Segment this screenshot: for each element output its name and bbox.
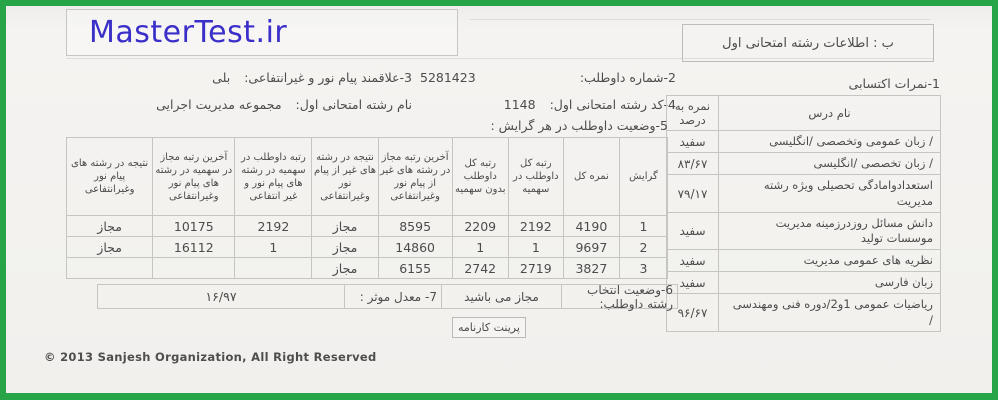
- status-col-rank-no-quota: رتبه کل داوطلب بدون سهمیه: [452, 138, 508, 216]
- status-cell: مجاز: [312, 216, 378, 237]
- acquired-scores-section: [666, 76, 940, 332]
- payam-noor-label: 3-علاقمند پیام نور و غیرانتفاعی:: [244, 70, 412, 85]
- score-row: [667, 294, 941, 331]
- status-cell: 1: [235, 237, 312, 258]
- status-col-total-score: نمره کل: [563, 138, 619, 216]
- status-cell: 16112: [153, 237, 235, 258]
- course-name: / زبان عمومی وتخصصی /انگلیسی: [719, 131, 941, 153]
- status-cell: 8595: [378, 216, 452, 237]
- status-col-rank-quota: رتبه کل داوطلب در سهمیه: [508, 138, 563, 216]
- status-col-result-non-pn: نتیجه در رشته های غیر از پیام نور وغیرانتفاعی: [312, 138, 378, 216]
- status-cell: 2192: [235, 216, 312, 237]
- candidate-number-value: 5281423: [420, 70, 476, 85]
- status-cell: 2209: [452, 216, 508, 237]
- status-cell: 14860: [378, 237, 452, 258]
- status-row: [67, 216, 668, 237]
- acquired-scores-title: 1-نمرات اکتسابی: [848, 76, 940, 91]
- course-percent: سفید: [667, 212, 719, 249]
- orientation-status-title: 5-وضعیت داوطلب در هر گرایش :: [490, 118, 668, 133]
- scores-header-row: [667, 96, 941, 131]
- status-cell: مجاز: [67, 216, 153, 237]
- scores-col-course: نام درس: [719, 96, 941, 131]
- status-cell: 2742: [452, 258, 508, 279]
- field-name-line: [100, 91, 412, 118]
- status-row: [67, 237, 668, 258]
- status-cell: 1: [619, 216, 667, 237]
- score-row: [667, 212, 941, 249]
- status-cell: 1: [452, 237, 508, 258]
- status-cell: 4190: [563, 216, 619, 237]
- course-percent: ۹۶/۶۷: [667, 294, 719, 331]
- course-percent: ۷۹/۱۷: [667, 175, 719, 212]
- course-name: نظریه های عمومی مدیریت: [719, 250, 941, 272]
- course-name: / زبان تخصصی /انگلیسی: [719, 153, 941, 175]
- copyright-text: © 2013 Sanjesh Organization, All Right Reserved: [44, 350, 377, 364]
- status-cell: مجاز: [312, 237, 378, 258]
- score-row: [667, 153, 941, 175]
- status-header-row: [67, 138, 668, 216]
- candidate-number-label: 2-شماره داوطلب:: [579, 70, 676, 85]
- section-b-title-box: [682, 24, 934, 62]
- acquired-scores-table: [666, 95, 941, 332]
- orientation-status-section: [66, 118, 668, 279]
- score-row: [667, 131, 941, 153]
- course-percent: ۸۳/۶۷: [667, 153, 719, 175]
- payam-noor-value: بلی: [212, 70, 231, 85]
- status-cell: 3: [619, 258, 667, 279]
- course-percent: سفید: [667, 250, 719, 272]
- status-cell: 2192: [508, 216, 563, 237]
- print-report-button[interactable]: پرینت کارنامه: [452, 317, 526, 338]
- selection-status-label: 6-وضعیت انتخاب رشته داوطلب:: [561, 285, 677, 308]
- course-name: استعدادوامادگی تحصیلی ویژه رشته مدیریت: [719, 175, 941, 212]
- course-percent: سفید: [667, 131, 719, 153]
- status-cell: [67, 258, 153, 279]
- status-cell: 3827: [563, 258, 619, 279]
- status-col-result-pn: نتیجه در رشته های پیام نور وغیرانتفاعی: [67, 138, 153, 216]
- status-row: [67, 258, 668, 279]
- status-cell: 10175: [153, 216, 235, 237]
- effective-gpa-label: 7- معدل موثر :: [344, 285, 441, 308]
- status-cell: مجاز: [67, 237, 153, 258]
- selection-status-value: مجاز می باشید: [441, 285, 561, 308]
- status-cell: 2: [619, 237, 667, 258]
- status-cell: 1: [508, 237, 563, 258]
- status-cell: مجاز: [312, 258, 378, 279]
- field-code-value: 1148: [503, 97, 536, 112]
- selection-status-strip: [97, 284, 678, 309]
- status-col-orientation: گرایش: [619, 138, 667, 216]
- orientation-status-table: [66, 137, 668, 279]
- status-cell: 9697: [563, 237, 619, 258]
- score-row: [667, 272, 941, 294]
- status-cell: 6155: [378, 258, 452, 279]
- status-col-last-rank-non-pn: آخرین رتبه مجاز در رشته های غیر از پیام نور وغیرانتفاعی: [378, 138, 452, 216]
- section-b-title: ب : اطلاعات رشته امتحانی اول: [722, 35, 894, 51]
- score-row: [667, 250, 941, 272]
- course-percent: سفید: [667, 272, 719, 294]
- course-name: زبان فارسی: [719, 272, 941, 294]
- field-code-label: 4-کد رشته امتحانی اول:: [549, 97, 676, 112]
- field-code-line: [420, 91, 676, 118]
- site-logo-text: MasterTest.ir: [89, 15, 288, 50]
- payam-noor-line: [100, 64, 412, 91]
- scan-streak: [470, 19, 930, 20]
- candidate-info-left: [100, 64, 412, 118]
- effective-gpa-value: ۱۶/۹۷: [205, 289, 237, 304]
- status-col-rank-pn: رتبه داوطلب در سهمیه در رشته های پیام نور و غیر انتفاعی: [235, 138, 312, 216]
- scores-col-percent: نمره به درصد: [667, 96, 719, 131]
- course-name: ریاضیات عمومی 1و2/دوره فنی ومهندسی /: [719, 294, 941, 331]
- candidate-info-right: [420, 64, 676, 118]
- site-logo-box[interactable]: [66, 9, 458, 56]
- status-cell: [153, 258, 235, 279]
- status-cell: [235, 258, 312, 279]
- status-cell: 2719: [508, 258, 563, 279]
- candidate-number-line: [420, 64, 676, 91]
- score-row: [667, 175, 941, 212]
- field-name-label: نام رشته امتحانی اول:: [295, 97, 412, 112]
- field-name-value: مجموعه مدیریت اجرایی: [156, 97, 282, 112]
- course-name: دانش مسائل روزدرزمینه مدیریت موسسات تولید: [719, 212, 941, 249]
- status-col-last-rank-pn: آخرین رتبه مجاز در سهمیه در رشته های پیام نور وغیرانتفاعی: [153, 138, 235, 216]
